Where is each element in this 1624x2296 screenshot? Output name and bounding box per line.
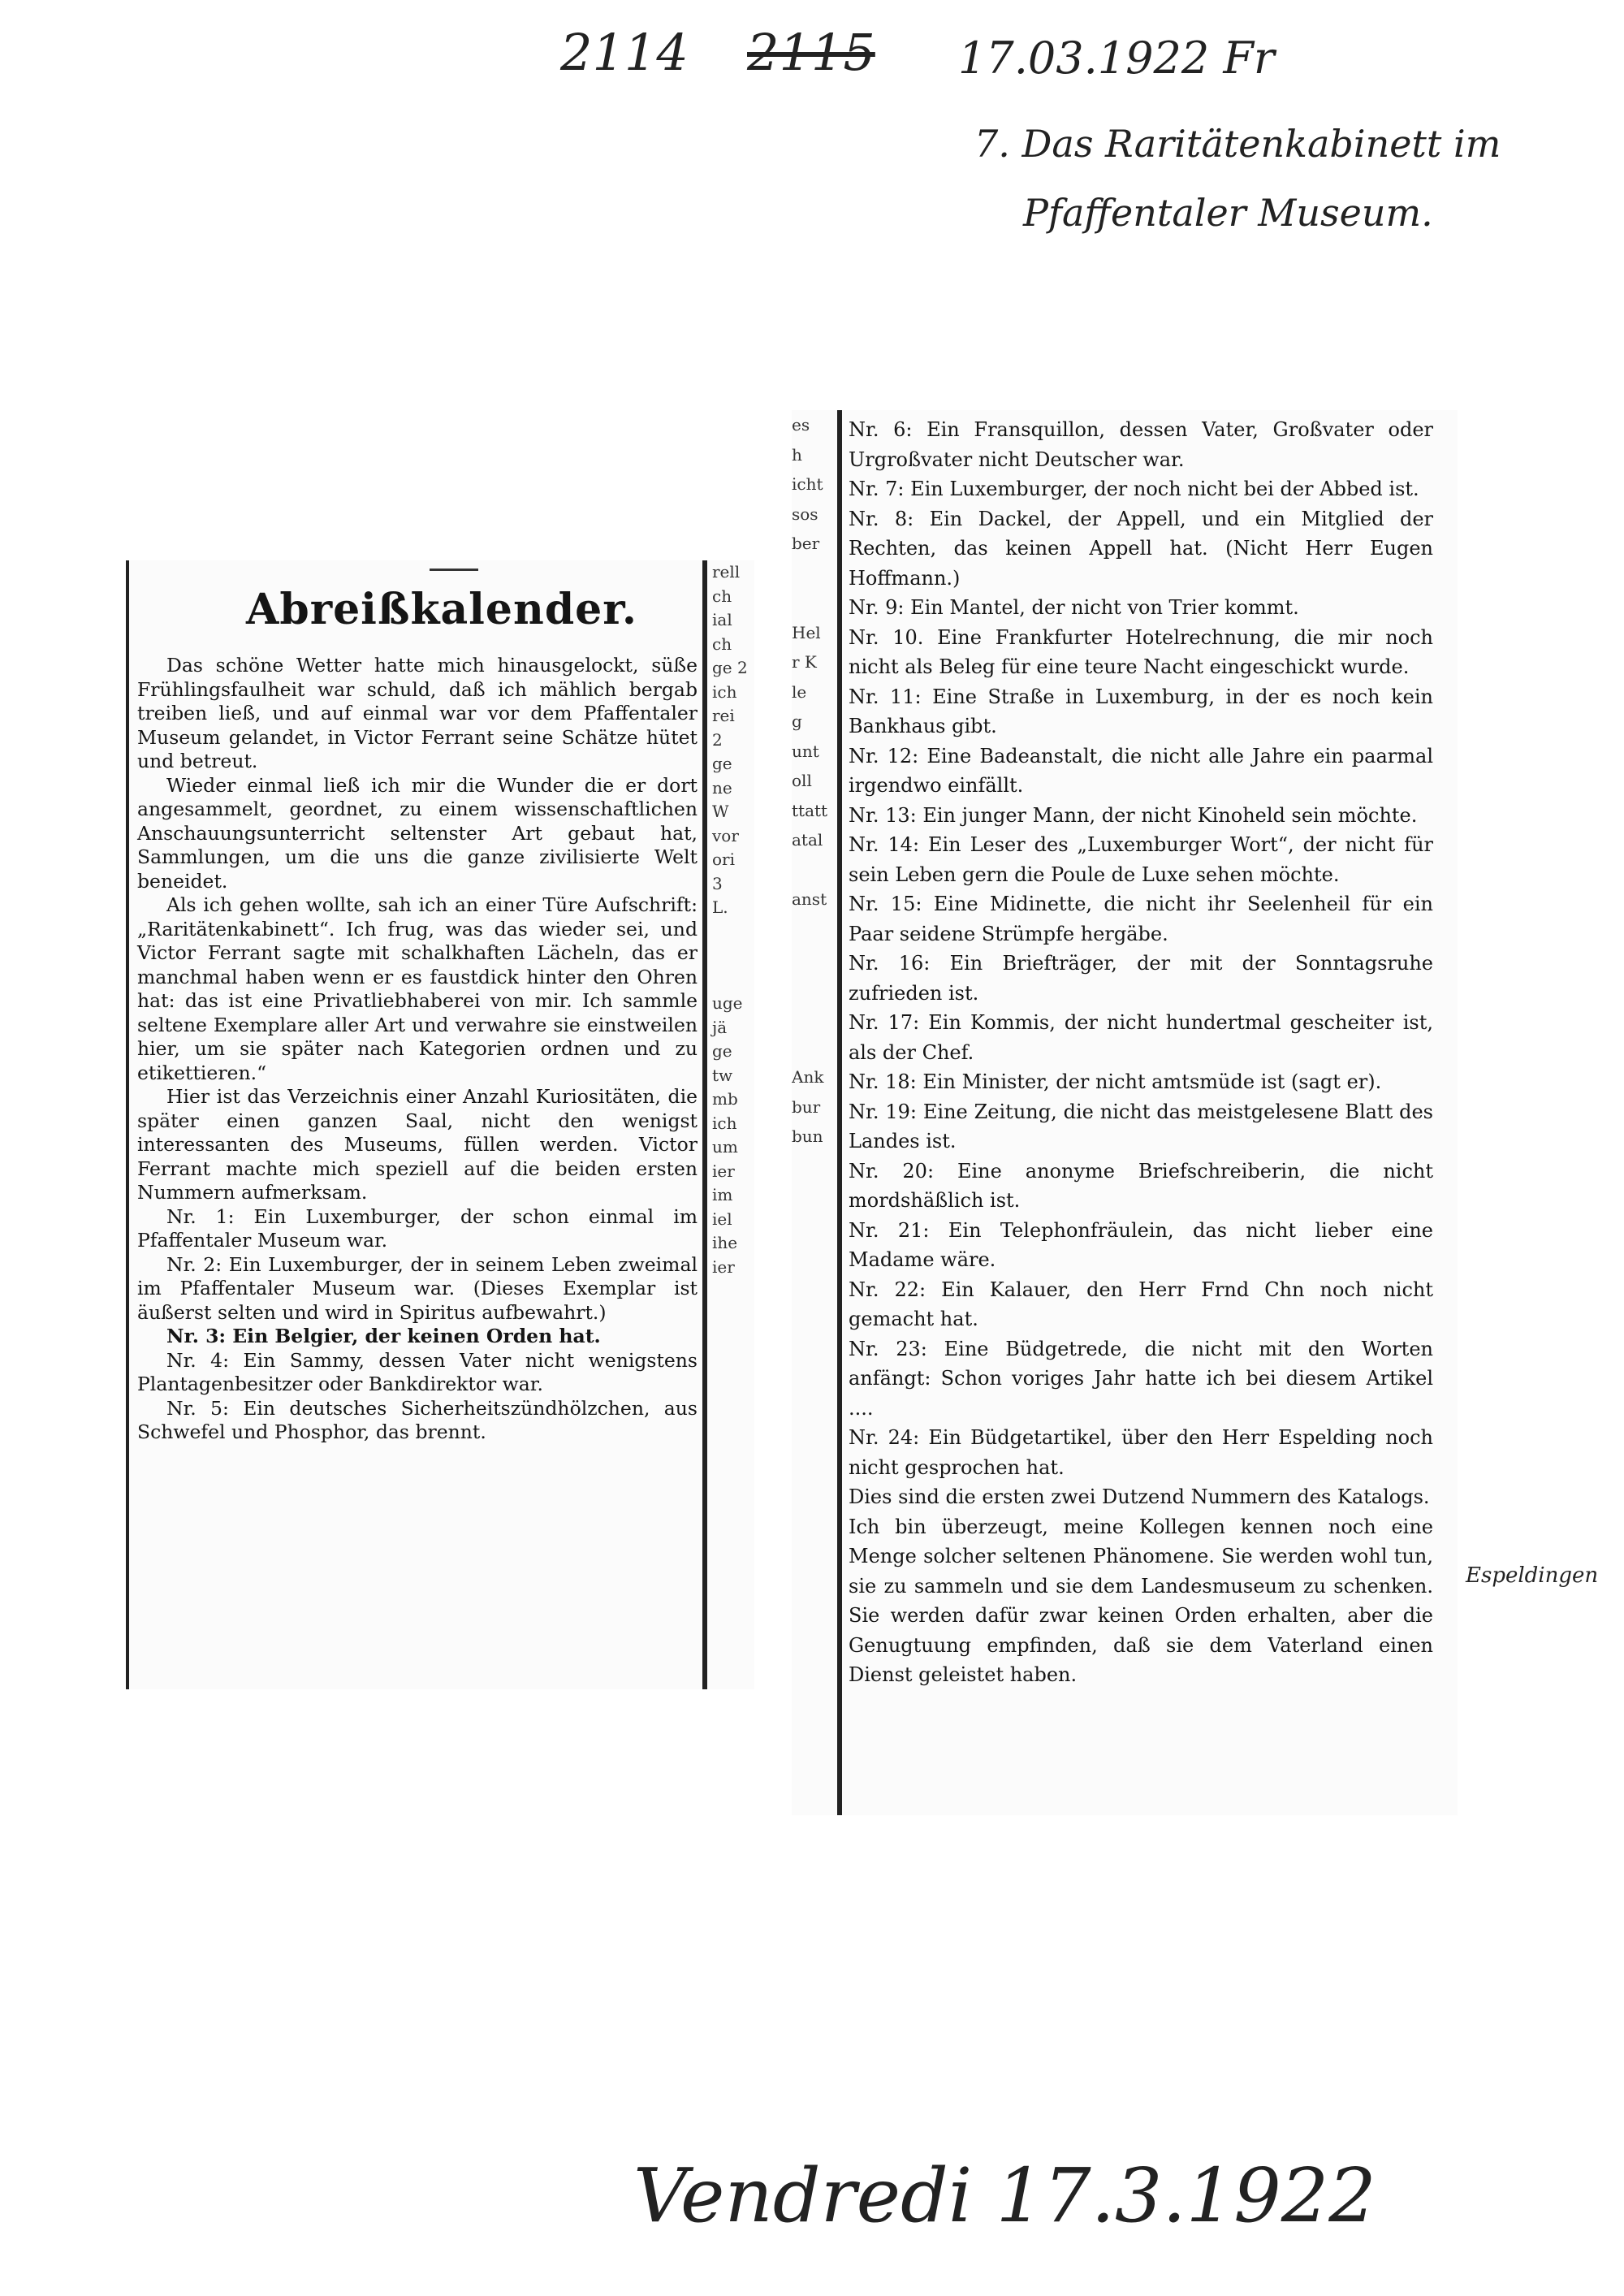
edge-fragment [792, 1507, 837, 1537]
catalog-item: Nr. 6: Ein Fransquillon, dessen Vater, Großvater oder Urgroßvater nicht Deutscher war. [849, 418, 1433, 471]
catalog-item: Nr. 3: Ein Belgier, der keinen Orden hat. [166, 1325, 601, 1347]
catalog-item: Nr. 11: Eine Straße in Luxemburg, in der es noch kein Bankhaus gibt. [849, 685, 1433, 737]
edge-fragment: le [792, 681, 807, 702]
paragraph: Das schöne Wetter hatte mich hinausgelockt, süße Frühlingsfaulheit war schuld, daß ich mählich bergab treiben ließ, und auf einmal war vor dem Pfaffentaler Museum gelandet, in Victor Ferrant seine Schätze hütet und betreut. [137, 654, 698, 772]
catalog-item: Nr. 18: Ein Minister, der nicht amtsmüde ist (sagt er). [849, 1070, 1382, 1093]
edge-fragment: mb [712, 1089, 738, 1109]
catalog-item: Nr. 20: Eine anonyme Briefschreiberin, die nicht mordshäßlich ist. [849, 1159, 1433, 1212]
edge-fragment: unt [792, 741, 819, 761]
edge-fragment: oll [792, 771, 812, 790]
edge-fragment [792, 1033, 837, 1063]
edge-fragment: W [712, 802, 729, 821]
catalog-item: Nr. 9: Ein Mantel, der nicht von Trier kommt. [849, 596, 1299, 619]
title-rule [430, 569, 478, 571]
closing-paragraph: Ich bin überzeugt, meine Kollegen kennen noch eine Menge solcher seltenen Phänomene. Sie werden wohl tun, sie zu sammeln und sie dem Landesmuseum zu schenken. Sie werden dafür zwar keinen Orden erhalten, aber die Genugtuung empfinden, daß sie dem Vaterland einen Dienst geleistet haben. [849, 1515, 1433, 1686]
edge-fragment: icht [792, 474, 823, 494]
edge-fragment: anst [792, 889, 827, 909]
edge-fragment [792, 1655, 837, 1685]
edge-fragment: 3 [712, 873, 723, 893]
catalog-item: Nr. 5: Ein deutsches Sicherheitszündhölzchen, aus Schwefel und Phosphor, das brennt. [137, 1396, 698, 1443]
catalog-item: Nr. 22: Ein Kalauer, den Herr Frnd Chn noch nicht gemacht hat. [849, 1278, 1433, 1330]
handwritten-footer-date: Vendredi 17.3.1922 [633, 2152, 1376, 2239]
archive-number-struck: 2115 [747, 23, 875, 82]
edge-fragment [792, 1567, 837, 1597]
edge-fragment: ori [712, 850, 735, 869]
catalog-item: Nr. 24: Ein Büdgetartikel, über den Herr Espelding noch nicht gesprochen hat. [849, 1426, 1433, 1479]
right-clipping-edge-fragments [792, 410, 842, 1815]
right-clipping [792, 410, 1458, 1815]
paragraph: Wieder einmal ließ ich mir die Wunder die er dort angesammelt, geordnet, zu einem wissenschaftlichen Anschauungsunterricht seltenster Art gebaut hat, Sammlungen, um die uns die ganze zivilisierte Welt beneidet. [137, 773, 698, 893]
edge-fragment: ier [712, 1256, 735, 1277]
edge-fragment: ich [712, 681, 737, 702]
edge-fragment: ge 2 [712, 658, 748, 677]
edge-fragment: sos [792, 504, 818, 524]
handwritten-title-line-2: Pfaffentaler Museum. [1023, 191, 1433, 235]
edge-fragment: ge [712, 1041, 732, 1061]
edge-fragment: atal [792, 830, 823, 850]
closing-paragraph: Dies sind die ersten zwei Dutzend Nummern des Katalogs. [849, 1485, 1430, 1508]
edge-fragment [792, 1389, 837, 1419]
edge-fragment: rell [712, 562, 741, 582]
edge-fragment [792, 974, 837, 1004]
edge-fragment [792, 1714, 837, 1745]
edge-fragment: Ank [792, 1067, 824, 1087]
edge-fragment [707, 944, 754, 968]
edge-fragment: ich [712, 1113, 737, 1133]
left-clipping [126, 560, 754, 1689]
edge-fragment: rei [712, 706, 735, 725]
edge-fragment: jä [712, 1017, 728, 1037]
edge-fragment [792, 1003, 837, 1033]
edge-fragment [792, 915, 837, 945]
catalog-item: Nr. 19: Eine Zeitung, die nicht das meistgelesene Blatt des Landes ist. [849, 1100, 1433, 1152]
catalog-item: Nr. 2: Ein Luxemburger, der in seinem Leben zweimal im Pfaffentaler Museum war. (Dieses Exemplar ist äußerst selten und wird in Spiritus aufbewahrt.) [137, 1252, 698, 1324]
edge-fragment: es [792, 415, 810, 435]
edge-fragment: im [712, 1185, 733, 1204]
edge-fragment: uge [712, 993, 743, 1013]
edge-fragment: bun [792, 1126, 823, 1146]
edge-fragment: um [712, 1137, 738, 1157]
edge-fragment [792, 1330, 837, 1360]
edge-fragment [792, 1596, 837, 1626]
catalog-list [849, 415, 1433, 1482]
edge-fragment: r K [792, 652, 817, 672]
edge-fragment: Hel [792, 622, 821, 642]
edge-fragment [792, 1418, 837, 1448]
edge-fragment: ihe [712, 1233, 738, 1252]
edge-fragment [792, 1181, 837, 1211]
catalog-item: Nr. 21: Ein Telephonfräulein, das nicht lieber eine Madame wäre. [849, 1218, 1433, 1271]
paragraph: Als ich gehen wollte, sah ich an einer Türe Aufschrift: „Raritätenkabinett“. Ich frug, was das wieder sei, und Victor Ferrant sagte mit schalkhaften Lächeln, das er manchmal haben wenn er es faustdick hinter den Ohren hat: das ist eine Privatliebhaberei von mir. Ich sammle seltene Exemplare aller Art und verwahre sie einstweilen hier, um sie später nach Kategorien ordnen und zu etikettieren.“ [137, 893, 698, 1084]
catalog-item: Nr. 7: Ein Luxemburger, der noch nicht bei der Abbed ist. [849, 478, 1419, 500]
edge-fragment: bur [792, 1096, 821, 1117]
handwritten-margin-note: Espeldingen [1466, 1563, 1599, 1588]
handwritten-title-line-1: 7. Das Raritätenkabinett im [974, 122, 1501, 166]
catalog-item: Nr. 23: Eine Büdgetrede, die nicht mit den Worten anfängt: Schon voriges Jahr hatte ich bei diesem Artikel .... [849, 1337, 1433, 1420]
left-clipping-edge-fragments [702, 560, 754, 1689]
edge-fragment [792, 1537, 837, 1567]
edge-fragment: ber [792, 534, 820, 553]
catalog-item: Nr. 1: Ein Luxemburger, der schon einmal im Pfaffentaler Museum war. [137, 1204, 698, 1252]
edge-fragment [792, 1685, 837, 1715]
edge-fragment: iel [712, 1209, 732, 1229]
edge-fragment: g [792, 711, 802, 731]
catalog-item: Nr. 10. Eine Frankfurter Hotelrechnung, die mir noch nicht als Beleg für eine teure Nacht eingeschickt wurde. [849, 625, 1433, 678]
right-article-body [849, 415, 1433, 1690]
edge-fragment: tw [712, 1065, 733, 1085]
edge-fragment [707, 920, 754, 945]
edge-fragment [792, 1626, 837, 1656]
catalog-item: Nr. 16: Ein Briefträger, der mit der Sonntagsruhe zufrieden ist. [849, 952, 1433, 1005]
catalog-item: Nr. 15: Eine Midinette, die nicht ihr Seelenheil für ein Paar seidene Strümpfe hergäbe. [849, 893, 1433, 945]
catalog-item: Nr. 8: Ein Dackel, der Appell, und ein Mitglied der Rechten, das keinen Appell hat. (Nicht Herr Eugen Hoffmann.) [849, 507, 1433, 590]
edge-fragment [792, 944, 837, 974]
edge-fragment [792, 1152, 837, 1182]
catalog-item: Nr. 14: Ein Leser des „Luxemburger Wort“, der nicht für sein Leben gern die Poule de Luxe sehen möchte. [849, 833, 1433, 886]
edge-fragment [792, 855, 837, 885]
edge-fragment [792, 1448, 837, 1478]
edge-fragment [792, 1477, 837, 1507]
catalog-item: Nr. 4: Ein Sammy, dessen Vater nicht wenigstens Plantagenbesitzer oder Bankdirektor war. [137, 1348, 698, 1395]
edge-fragment [707, 968, 754, 992]
edge-fragment: ial [712, 610, 732, 629]
article-title: Abreißkalender. [246, 585, 637, 634]
edge-fragment [792, 588, 837, 618]
catalog-item: Nr. 13: Ein junger Mann, der nicht Kinoheld sein möchte. [849, 803, 1418, 827]
edge-fragment [792, 1774, 837, 1804]
paragraph: Hier ist das Verzeichnis einer Anzahl Kuriositäten, die später einen ganzen Saal, nicht den wenigst interessanten des Museums, füllen werden. Victor Ferrant machte mich speziell auf die beiden ersten Nummern aufmerksam. [137, 1085, 698, 1204]
edge-fragment: L. [712, 897, 728, 917]
edge-fragment [792, 1359, 837, 1389]
edge-fragment: h [792, 444, 802, 465]
edge-fragment [792, 1804, 837, 1816]
edge-fragment [792, 559, 837, 589]
edge-fragment [792, 1270, 837, 1300]
edge-fragment [792, 1240, 837, 1270]
edge-fragment [792, 1211, 837, 1241]
edge-fragment: ne [712, 777, 732, 798]
catalog-item: Nr. 17: Ein Kommis, der nicht hundertmal gescheiter ist, als der Chef. [849, 1011, 1433, 1064]
catalog-item: Nr. 12: Eine Badeanstalt, die nicht alle Jahre ein paarmal irgendwo einfällt. [849, 744, 1433, 797]
edge-fragment: ge [712, 754, 732, 773]
edge-fragment: ier [712, 1161, 735, 1181]
left-article-body [129, 654, 754, 1445]
edge-fragment: vor [712, 825, 739, 845]
edge-fragment: ch [712, 586, 732, 606]
archive-number: 2114 [560, 23, 689, 82]
edge-fragment [792, 1299, 837, 1330]
edge-fragment: ch [712, 633, 732, 654]
edge-fragment: 2 [712, 729, 723, 750]
handwritten-date: 17.03.1922 Fr [958, 32, 1275, 84]
edge-fragment [792, 1745, 837, 1775]
edge-fragment: ttatt [792, 800, 828, 820]
